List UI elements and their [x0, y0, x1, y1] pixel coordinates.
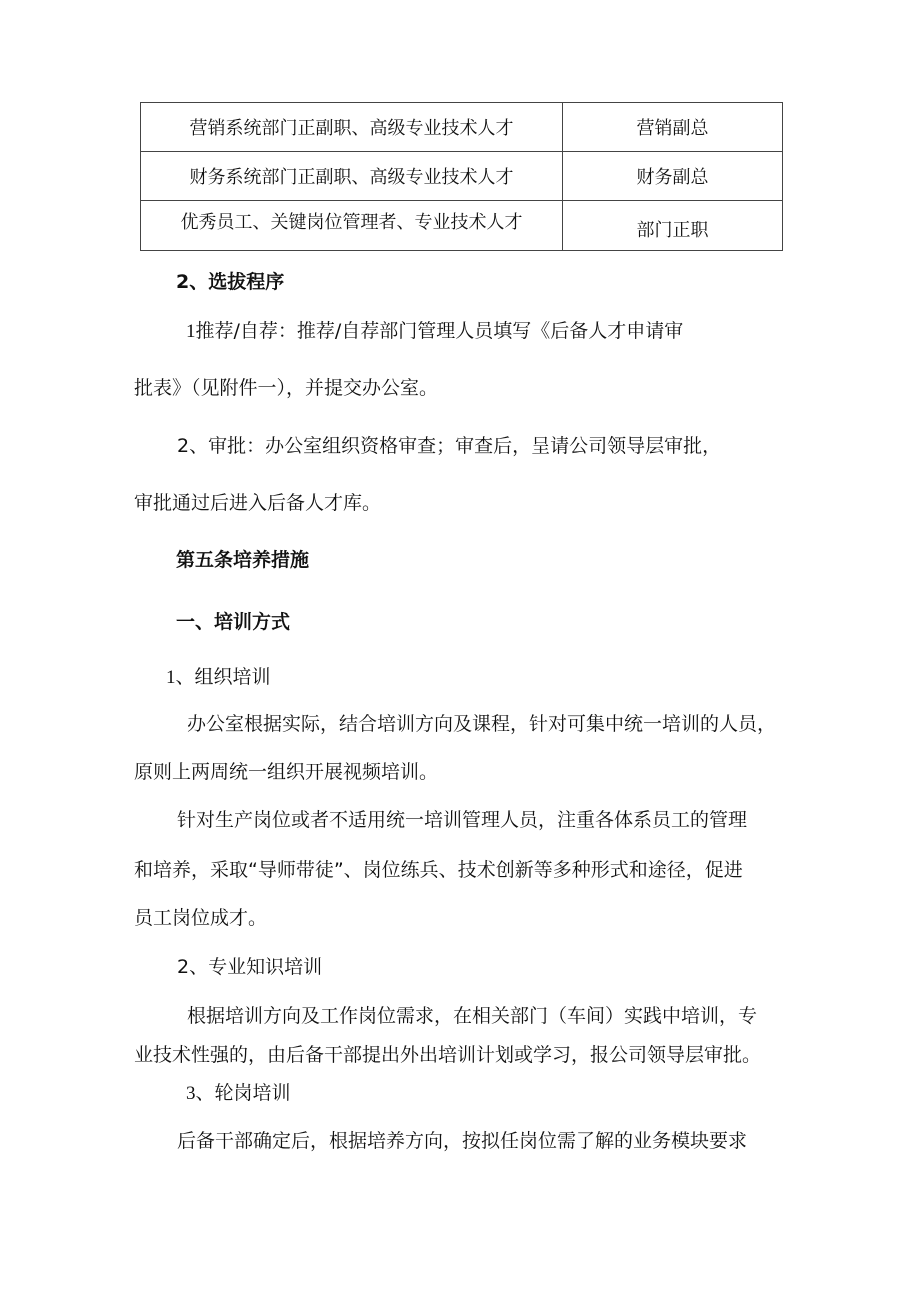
item1-number: 1 [166, 667, 176, 688]
item2-para1-line2: 业技术性强的，由后备干部提出外出培训计划或学习，报公司领导层审批。 [134, 1044, 762, 1066]
item3-para1-line1: 后备干部确定后，根据培养方向，按拟任岗位需了解的业务模块要求 [177, 1130, 748, 1152]
table-row [141, 152, 783, 201]
item2-para1-line1: 根据培训方向及工作岗位需求，在相关部门（车间）实践中培训，专 [187, 1005, 758, 1027]
table-cell-scope: 财务系统部门正副职、高级专业技术人才 [141, 152, 563, 201]
table-row [141, 201, 783, 251]
step1-number: 1 [186, 321, 196, 342]
item1-title: 、组织培训 [175, 666, 271, 688]
section-heading-selection-procedure: 2、选拔程序 [176, 271, 285, 293]
step1-line-2: 批表》（见附件一），并提交办公室。 [134, 377, 439, 399]
item1-para1-line1: 办公室根据实际，结合培训方向及课程，针对可集中统一培训的人员， [187, 713, 777, 735]
subsection-heading-training-methods: 一、培训方式 [176, 611, 291, 633]
step2-line-1: 2、审批：办公室组织资格审查；审查后，呈请公司领导层审批， [177, 435, 722, 457]
item1-para1-line2: 原则上两周统一组织开展视频培训。 [134, 761, 439, 783]
article-heading-training-measures: 第五条培养措施 [176, 549, 310, 571]
item1-para2-line3: 员工岗位成才。 [134, 907, 268, 929]
table-cell-recommender: 营销副总 [563, 103, 783, 152]
step1-text-1: 推荐/自荐：推荐/自荐部门管理人员填写《后备人才申请审 [195, 320, 684, 342]
candidate-scope-table [140, 102, 783, 251]
item3-number: 3 [186, 1083, 196, 1104]
step2-line-2: 审批通过后进入后备人才库。 [134, 492, 382, 514]
table-cell-scope: 优秀员工、关键岗位管理者、专业技术人才 [141, 201, 563, 251]
item2-heading: 2、专业知识培训 [177, 956, 323, 978]
item1-para2-line1: 针对生产岗位或者不适用统一培训管理人员，注重各体系员工的管理 [177, 809, 748, 831]
item3-title: 、轮岗培训 [195, 1082, 291, 1104]
table-cell-recommender: 部门正职 [563, 201, 783, 251]
item1-para2-line2: 和培养，采取“导师带徒”、岗位练兵、技术创新等多种形式和途径，促进 [134, 859, 743, 881]
table-cell-scope: 营销系统部门正副职、高级专业技术人才 [141, 103, 563, 152]
step1-line-1 [186, 319, 683, 344]
item1-heading [166, 665, 271, 690]
item3-heading [186, 1081, 291, 1106]
table-row [141, 103, 783, 152]
table-cell-recommender: 财务副总 [563, 152, 783, 201]
